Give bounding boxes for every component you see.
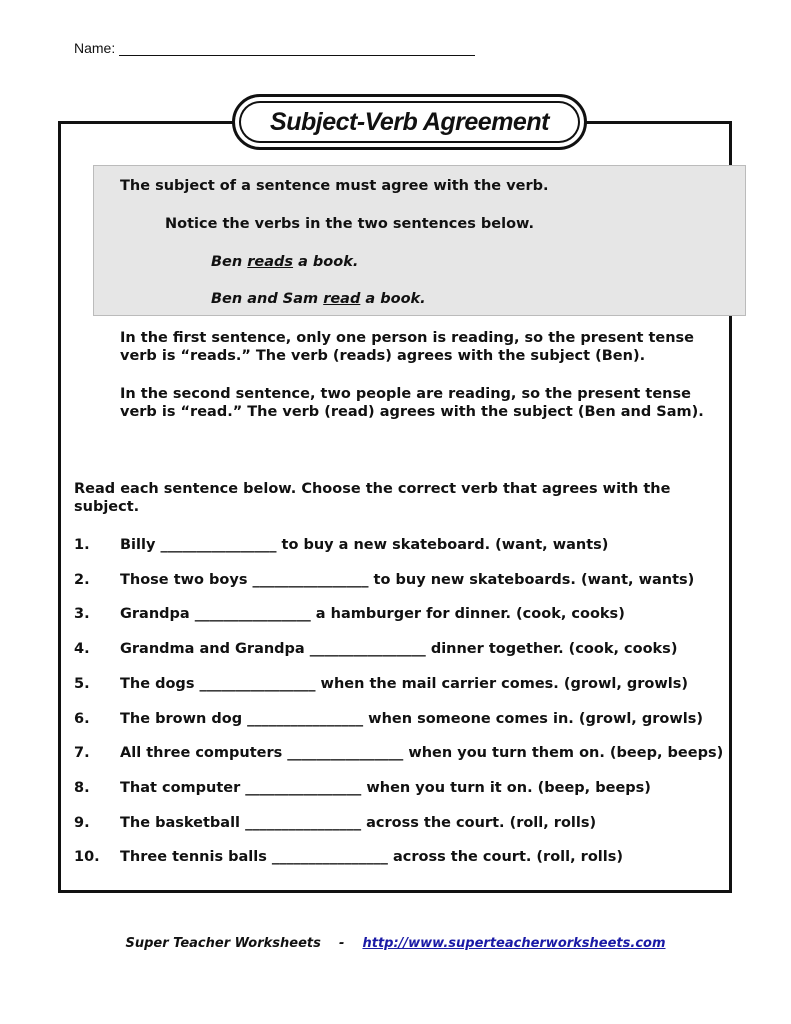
question-text[interactable]: Three tennis balls ________________ across the court. (roll, rolls) bbox=[120, 849, 623, 866]
example-sentence-1 bbox=[211, 254, 358, 270]
example-1-verb: reads bbox=[247, 254, 294, 270]
page-title: Subject-Verb Agreement bbox=[270, 107, 549, 136]
rule-line-1: The subject of a sentence must agree with the verb. bbox=[120, 178, 549, 194]
explanation-1-line-1: In the first sentence, only one person is reading, so the present tense bbox=[120, 330, 695, 346]
example-sentence-2 bbox=[211, 291, 426, 307]
question-text[interactable]: Those two boys ________________ to buy new skateboards. (want, wants) bbox=[120, 571, 695, 588]
question-number: 10. bbox=[74, 849, 100, 866]
example-2-rest: a book. bbox=[360, 291, 426, 307]
instructions-line-2: subject. bbox=[74, 499, 140, 515]
rule-line-2: Notice the verbs in the two sentences below. bbox=[165, 216, 535, 232]
question-number: 2. bbox=[74, 571, 90, 588]
name-blank-line[interactable] bbox=[119, 41, 475, 56]
question-text[interactable]: Grandma and Grandpa ________________ dinner together. (cook, cooks) bbox=[120, 641, 678, 658]
footer-brand: Super Teacher Worksheets bbox=[125, 936, 321, 951]
question-text[interactable]: The dogs ________________ when the mail carrier comes. (growl, growls) bbox=[120, 675, 689, 692]
example-1-subject: Ben bbox=[211, 254, 248, 270]
question-number: 6. bbox=[74, 710, 90, 727]
example-2-verb: read bbox=[323, 291, 361, 307]
question-number: 1. bbox=[74, 537, 90, 553]
question-text[interactable]: Grandpa ________________ a hamburger for dinner. (cook, cooks) bbox=[120, 606, 625, 623]
question-text[interactable]: The basketball ________________ across the court. (roll, rolls) bbox=[120, 814, 597, 831]
name-field bbox=[74, 40, 475, 56]
title-banner bbox=[232, 94, 587, 150]
explanation-1-line-2: verb is “reads.” The verb (reads) agrees with the subject (Ben). bbox=[120, 348, 646, 364]
footer bbox=[0, 936, 791, 951]
question-text[interactable]: All three computers ________________ when you turn them on. (beep, beeps) bbox=[120, 745, 724, 762]
footer-link[interactable]: http://www.superteacherworksheets.com bbox=[362, 936, 666, 951]
question-number: 7. bbox=[74, 745, 90, 762]
question-text[interactable]: Billy ________________ to buy a new skateboard. (want, wants) bbox=[120, 537, 609, 553]
explanation-2-line-1: In the second sentence, two people are reading, so the present tense bbox=[120, 386, 691, 402]
question-number: 8. bbox=[74, 779, 90, 796]
question-number: 4. bbox=[74, 641, 90, 658]
footer-separator: - bbox=[338, 936, 345, 951]
explanation-2-line-2: verb is “read.” The verb (read) agrees with the subject (Ben and Sam). bbox=[120, 404, 704, 420]
question-text[interactable]: The brown dog ________________ when someone comes in. (growl, growls) bbox=[120, 710, 703, 727]
example-2-subject: Ben and Sam bbox=[211, 291, 324, 307]
question-number: 9. bbox=[74, 814, 90, 831]
instructions-line-1: Read each sentence below. Choose the correct verb that agrees with the bbox=[74, 481, 671, 497]
example-1-rest: a book. bbox=[293, 254, 359, 270]
name-label: Name: bbox=[74, 40, 116, 56]
question-number: 5. bbox=[74, 675, 90, 692]
question-text[interactable]: That computer ________________ when you turn it on. (beep, beeps) bbox=[120, 779, 651, 796]
question-number: 3. bbox=[74, 606, 90, 623]
